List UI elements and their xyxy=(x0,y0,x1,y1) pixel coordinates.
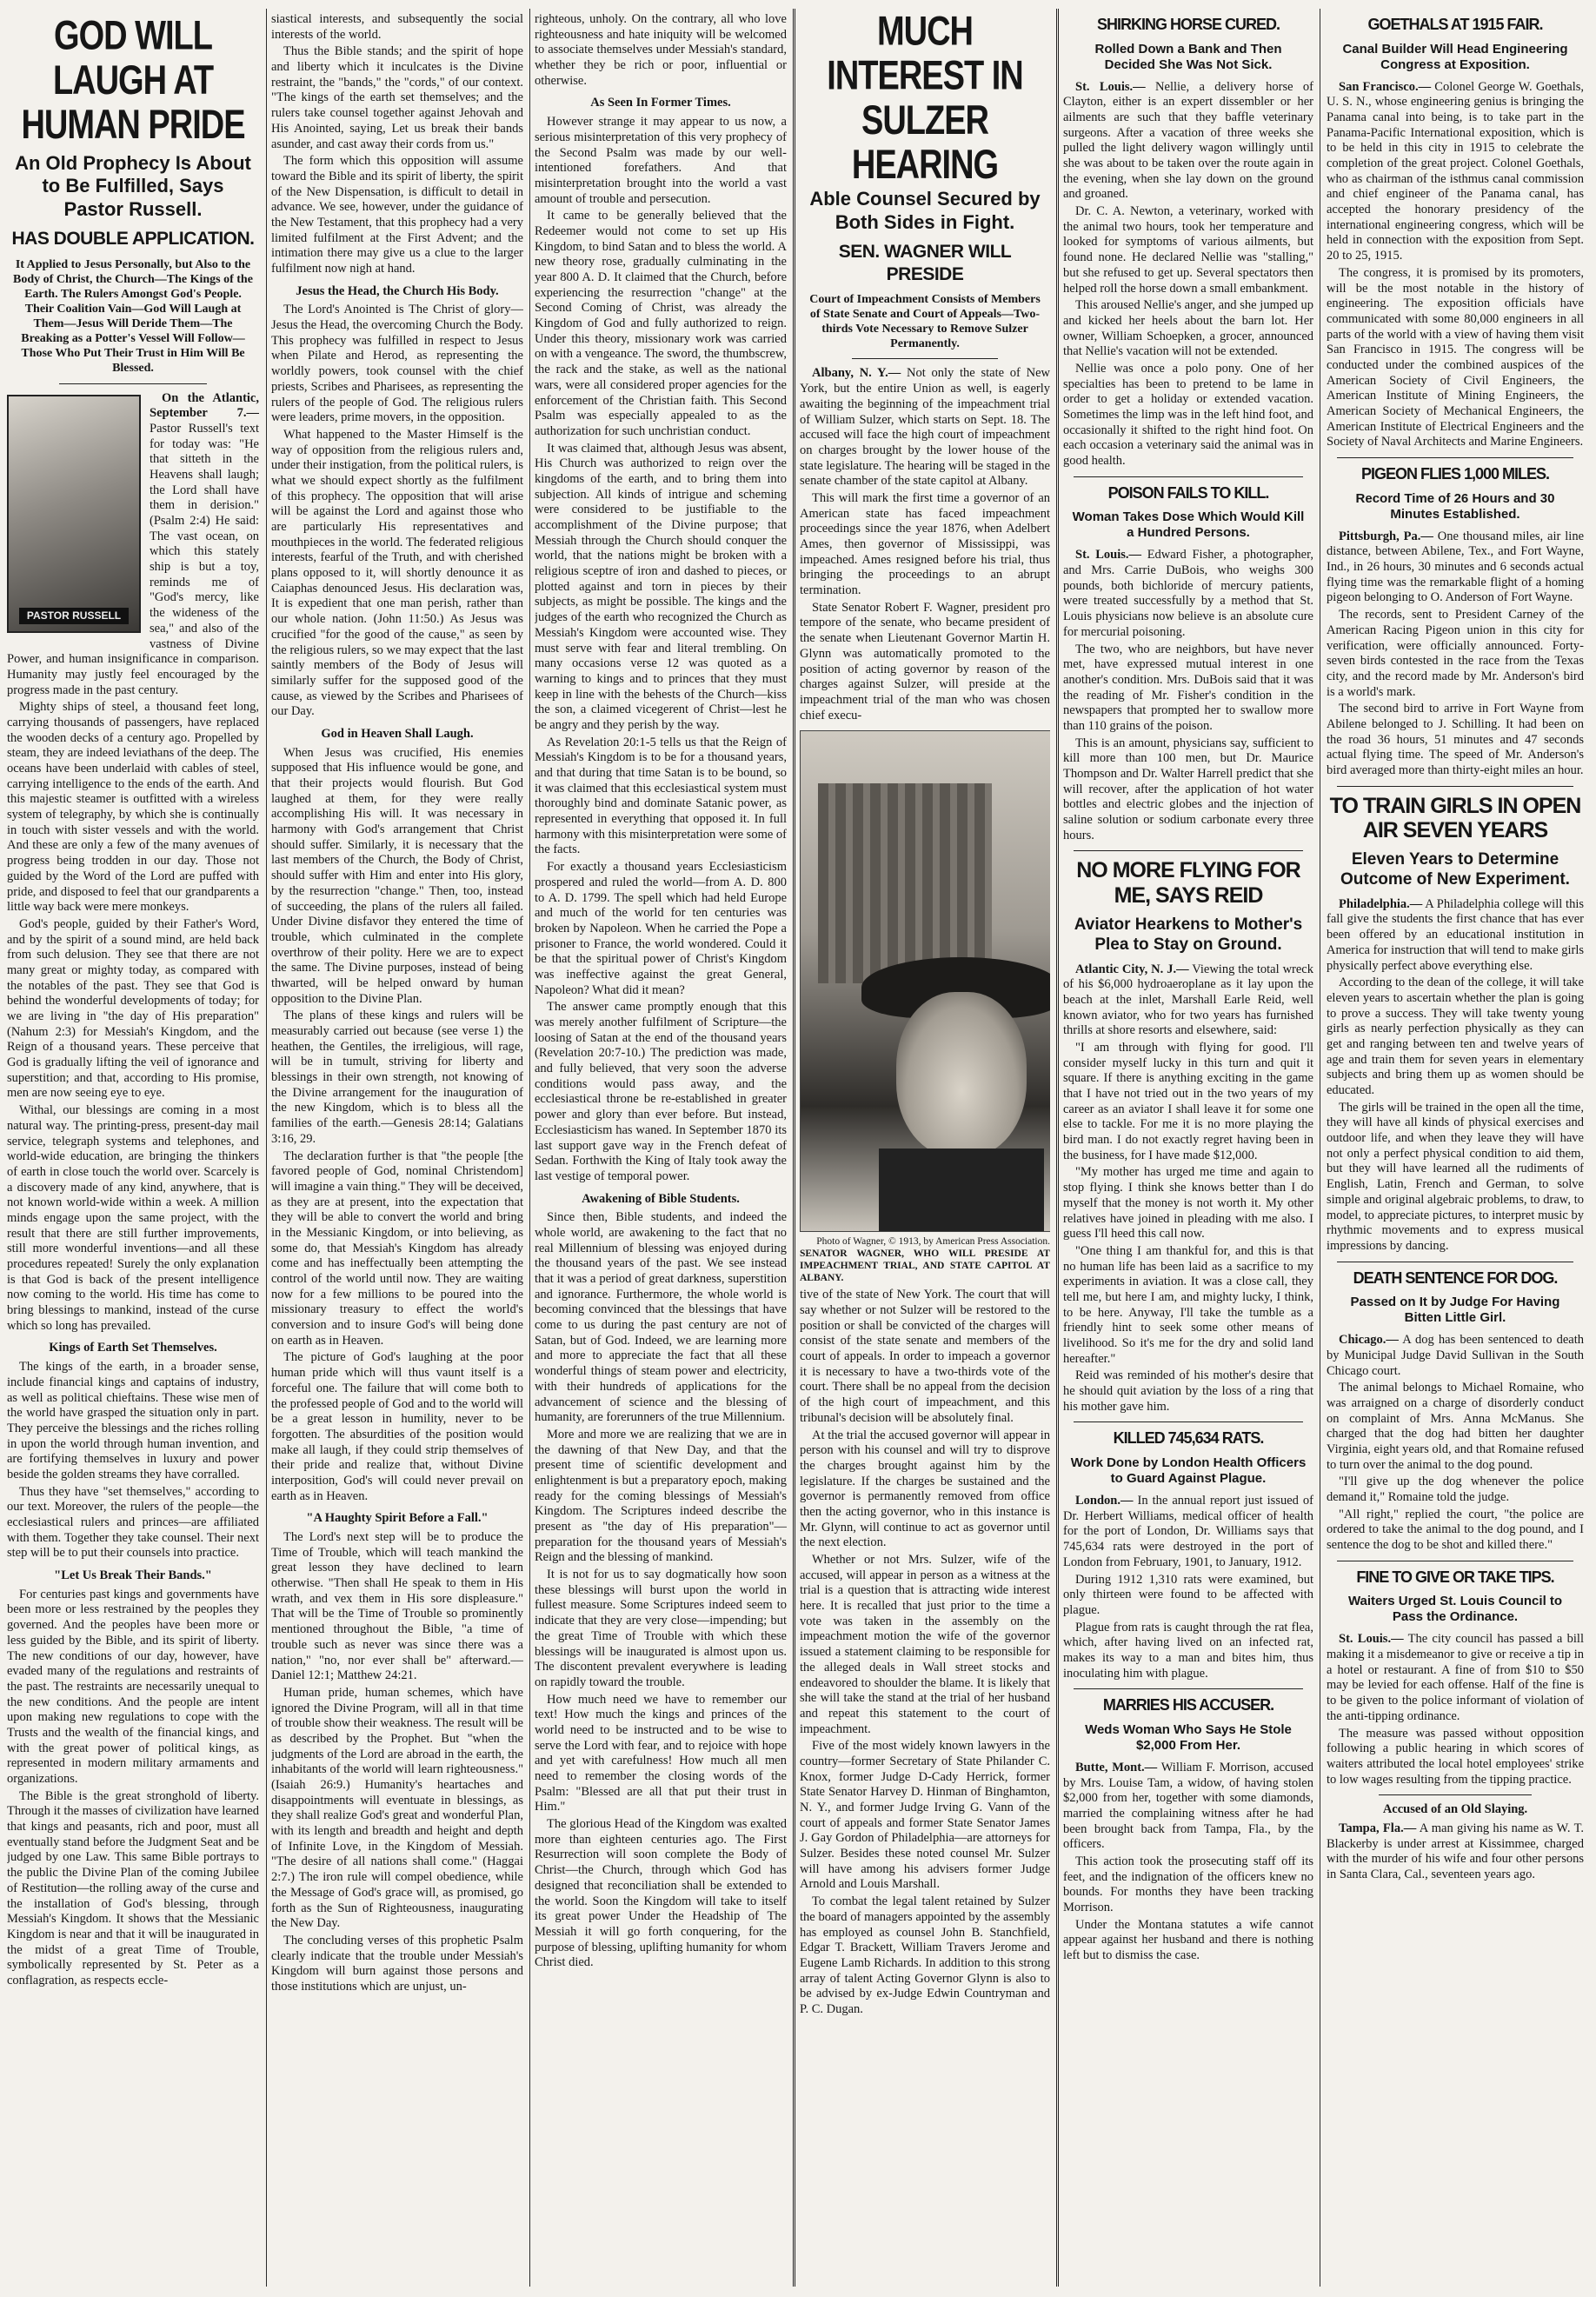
column-rule xyxy=(793,9,795,2287)
paragraph: The plans of these kings and rulers will be measurably carried out because (see verse 1) the heathen, the Gentiles, the irreligious, will rage, will be in tumult, striving for liberty and blessings in their own strength, not knowing of the Divine arrangement for the inauguration of the new Kingdom, which is to bless all the families of the earth.—Genesis 28:14; Galatians 3:16, 29. xyxy=(271,1009,523,1146)
paragraph: For exactly a thousand years Ecclesiasticism prospered and ruled the world—from A. D. 800 to A. D. 1799. The spell which had held Europe and much of the world for ten centuries was broken by Napoleon. When he carried the Pope a prisoner to France, the world wondered. Could it be that the spiritual power of Christ's Kingdom was ineffective against the great General, Napoleon? What did it mean? xyxy=(535,860,787,997)
paragraph: Viewing the total wreck of his $6,000 hydroaeroplane as it lay upon the beach at the inlet, Marshall Earle Reid, well known aviator, who for two years has furnished thrills at shore resorts and elsewhere, said: xyxy=(1063,962,1313,1038)
paragraph: Colonel George W. Goethals, U. S. N., whose engineering genius is bringing the Panama canal into being, is to take part in the Panama-Pacific International exposition, which is to be held in this city in 1915 to celebrate the completion of the great project. Colonel Goethals, who as chairman of the isthmus canal commission and chief engineer of the Panama canal, has accepted the honorary presidency of the international engineering congress, which will be held in connection with the exposition from Sept. 20 to 25, 1915. xyxy=(1327,79,1584,263)
paragraph: It was claimed that, although Jesus was absent, His Church was authorized to reign over the kingdoms of the earth, and to bring them into subjection. All kinds of intrigue and scheming were considered to be justifiable to the accomplishment of the Divine purpose; that Messiah through the Church should conquer the world, that the nations might be broken with a religious sceptre of iron and dashed to pieces, or plotted against and torn in pieces by their subjects, as might be possible. The kings and the judges of the earth who recognized the Church as Messiah's Kingdom were accounted wise. They must serve with fear and literal trembling. On many occasions verse 12 was quoted as a warning to kings and to princes that they must keep in line with the behests of the Church—kiss the son, a claimed vicegerent of Christ—lest he be angry and they perish by the way. xyxy=(535,441,787,732)
paragraph: The concluding verses of this prophetic Psalm clearly indicate that the trouble under Messiah's Kingdom will burn against those persons and those institutions which are unjust, un- xyxy=(271,1933,523,1994)
headline-marries-accuser: MARRIES HIS ACCUSER. xyxy=(1102,1696,1274,1714)
deck: Passed on It by Judge For Having Bitten Little Girl. xyxy=(1350,1295,1560,1326)
dateline: St. Louis.— xyxy=(1075,548,1141,563)
deck: Rolled Down a Bank and Then Decided She Was Not Sick. xyxy=(1094,41,1282,72)
paragraph: The second bird to arrive in Fort Wayne from Abilene belonged to J. Schilling. It had been on the road 36 hours, 51 minutes and 47 seconds actual flying time. The speed of Mr. Anderson's bird averaged more than thirty-eight miles an hour. xyxy=(1327,702,1584,777)
headline-pigeon: PIGEON FLIES 1,000 MILES. xyxy=(1360,465,1550,483)
headline-goethals: GOETHALS AT 1915 FAIR. xyxy=(1367,16,1543,33)
dateline: Pittsburgh, Pa.— xyxy=(1339,529,1433,543)
subhead: SEN. WAGNER WILL PRESIDE xyxy=(838,241,1012,284)
divider xyxy=(1337,786,1573,787)
paragraph: For centuries past kings and governments have been more or less restrained by the peoples they governed. And the peoples have been more or less guided by the Bible, and its spirit of liberty. The new conditions of our day, however, have evaded many of the regulations and restraints of the past. The restraints are necessarily unequal to the new conditions. And the people are intent upon making new regulations to cope with the Trusts and the wealth of the financial kings, and with the great power of political kings, as represented in modern military armaments and organizations. xyxy=(7,1587,259,1786)
column-rule xyxy=(266,9,267,2287)
paragraph: During 1912 1,310 rats were examined, but only thirteen were found to be affected with plague. xyxy=(1063,1572,1313,1617)
paragraph: This aroused Nellie's anger, and she jumped up and kicked her heels about the barn lot. Her owner, William Schoepken, a grocer, announced that Nellie's vacation will not be extended. xyxy=(1063,298,1313,359)
deck: Able Counsel Secured by Both Sides in Fight. xyxy=(809,188,1041,233)
divider xyxy=(59,383,207,384)
paragraph: Reid was reminded of his mother's desire that he should quit aviation by the loss of a ring that his mother gave him. xyxy=(1063,1368,1313,1414)
pastor-russell-portrait xyxy=(7,395,141,633)
paragraph: The glorious Head of the Kingdom was exalted more than eighteen centuries ago. The First Resurrection will soon complete the Body of Christ—the Church, through which God has designed that reconciliation shall be extended to the world. Soon the Kingdom will take to itself its great power Under the Headship of The Messiah it will go forth conquering, for the purpose of blessing, uplifting humanity for whom Christ died. xyxy=(535,1817,787,1970)
summary: It Applied to Jesus Personally, but Also to the Body of Christ, the Church—The Kings of the Earth. The Rulers Amongst God's People. Their Coalition Vain—God Will Laugh at Them—Jesus Will Deride Them—The Breaking as a Potter's Vessel Will Follow—Those Who Put Their Trust in Him Will Be Blessed. xyxy=(13,257,253,376)
column-rule xyxy=(529,9,530,2287)
section-heading: Jesus the Head, the Church His Body. xyxy=(296,283,499,298)
paragraph: As Revelation 20:1-5 tells us that the Reign of Messiah's Kingdom is to be for a thousand years, and that during that time Satan is to be bound, so it was claimed that this ecclesiastical system must thoroughly bind and dominate Satanic power, as represented in everything that opposed it. In full harmony with this misinterpretation were some of the facts. xyxy=(535,735,787,857)
paragraph: The girls will be trained in the open all the time, they will have all kinds of physical exercises and outdoor life, and when they leave they will have not only a perfect physical condition to aid them, but they will have learned all the rudiments of English, Latin, French and German, to solve simple and original algebraic problems, to draw, to model, to appreciate pictures, to interpret music by rhythmic movements and to express musical impressions by dancing. xyxy=(1327,1100,1584,1253)
paragraph: Under the Montana statutes a wife cannot appear against her husband and there is nothing left but to dismiss the case. xyxy=(1063,1917,1313,1963)
section-heading: As Seen In Former Times. xyxy=(590,96,731,110)
paragraph: God's people, guided by their Father's Word, and by the spirit of a sound mind, are held back from such delusion. They see that there are not many great or mighty today, as compared with the notables of the past. They see that God is behind the wonderful developments of today; for we are living in "the day of His preparation" (Nahum 2:3) for Messiah's Kingdom, and the Reign of a thousand years. These perceive that God is gradually lifting the veil of ignorance and superstition; and that, according to His promise, men are now seeing eye to eye. xyxy=(7,916,259,1101)
paragraph: To combat the legal talent retained by Sulzer the board of managers appointed by the assembly has employed as counsel John B. Stanchfield, Edgar T. Brackett, William Travers Jerome and Eugene Lamb Richards. In addition to this strong array of talent Acting Governor Glynn is also to be advised by ex-Judge Edwin Countryman and P. C. Dugan. xyxy=(800,1894,1050,2016)
paragraph: The kings of the earth, in a broader sense, include financial kings and captains of industry, as well as political chieftains. These wise men of the world have grasped the situation only in part. They perceive the blessings and the riches rolling in upon the world through human invention, and are fortifying themselves in luxury and power beside the golden streams they have corralled. xyxy=(7,1360,259,1481)
paragraph: Edward Fisher, a photographer, and Mrs. Carrie DuBois, who weighs 300 pounds, both bichloride of mercury patients, were treated successfully by a method that St. Louis physicians now believe is an absolute cure for mercurial poisoning. xyxy=(1063,548,1313,639)
paragraph: State Senator Robert F. Wagner, president pro tempore of the senate, who became president of the senate when Lieutenant Governor Martin H. Glynn was automatically promoted to the position of acting governor by reason of the charges against Sulzer, will preside at the impeachment trial of the man who was chosen chief execu- xyxy=(800,600,1050,722)
paragraph: Not only the state of New York, but the entire Union as well, is eagerly awaiting the beginning of the impeachment trial of William Sulzer, which starts on Sept. 18. The accused will face the high court of impeachment on charges brought by the lower house of the state legislature. The hearing will be staged in the senate chamber of the state capitol at Albany. xyxy=(800,366,1050,489)
paragraph: At the trial the accused governor will appear in person with his counsel and will try to disprove the charges brought against him by the legislature. If the charges be sustained and the governor is permanently removed from office then the acting governor, who in this instance is Mr. Glynn, will continue to act as governor until the next election. xyxy=(800,1428,1050,1550)
headline-sulzer-hearing: MUCH INTEREST IN SULZER HEARING xyxy=(827,12,1023,189)
dateline: On the Atlantic, September 7.— xyxy=(150,390,259,421)
capitol-building-image xyxy=(818,783,992,983)
paragraph: The answer came promptly enough that this was merely another fulfilment of Scripture—the loosing of Satan at the end of the thousand years (Revelation 20:7-10.) The prediction was made, and fully believed, that very soon the adverse conditions would pass away, and the ecclesiastical throne be re-established in greater power and glory than ever before. But instead, Ecclesiasticism has waned. In September 1870 its last support gave way in the French defeat of Sedan. Forthwith the King of Italy took away the last vestige of temporal power. xyxy=(535,1000,787,1183)
paragraph: It is not for us to say dogmatically how soon these blessings will burst upon the world in fullest measure. Some Scriptures indeed seem to indicate that they are very close—impending; but the great Time of Trouble with which these blessings will be inaugurated is almost upon us. The discontent prevalent everywhere is leading on rapidly toward the trouble. xyxy=(535,1568,787,1689)
divider xyxy=(1379,1794,1532,1795)
dateline: Butte, Mont.— xyxy=(1075,1760,1158,1774)
dateline: St. Louis.— xyxy=(1339,1632,1404,1647)
paragraph: The animal belongs to Michael Romaine, who was arraigned on a charge of disorderly conduct on complaint of Mrs. Anna McManus. She charged that the dog had bitten her daughter Virginia, eight years old, and that Romaine refused to turn over the animal to the dog pound. xyxy=(1327,1381,1584,1472)
column-3 xyxy=(535,12,787,2281)
divider xyxy=(1337,457,1573,458)
paragraph: The form which this opposition will assume toward the Bible and its spirit of liberty, the spirit of the New Dispensation, is difficult to detail in advance. We see, however, under the guidance of the New Testament, that this prophecy had a very limited fulfilment at the First Advent; and the intimation there may give us a clue to the larger fulfilment now nigh at hand. xyxy=(271,154,523,276)
paragraph: What happened to the Master Himself is the way of opposition from the religious rulers and, under their instigation, from the political rulers, is what we should expect shortly as the fulfilment of this prophecy. The opposition that will arise will be against the Lord and against those who are particularly His representatives and mouthpieces in the world. The federated religious interests, fearful of the Truth, and with cherished plans opposed to it, will shortly denounce it as Caiaphas denounced Jesus. His declaration was, It is expedient that one man perish, rather than our whole nation. (John 11:50.) As Jesus was crucified "for the good of the cause," as seen by the religious rulers, so we may expect that the last saintly members of the Body of Jesus will similarly suffer for the supposed good of the cause, as viewed by the Scribes and Pharisees of our Day. xyxy=(271,427,523,719)
paragraph: The Bible is the great stronghold of liberty. Through it the masses of civilization have learned that kings and peasants, rich and poor, must all eventually stand before the Judgment Seat and be judged by one Law. This same Bible portrays to the public the Divine Plan of the coming Jubilee of Restitution—the rolling away of the curse and the installation of God's blessing, through Messiah's Kingdom. It shows that the Messianic Kingdom is near and that it will be inaugurated in the midst of a great Time of Trouble, symbolically represented by St. Peter as a conflagration, as respects eccle- xyxy=(7,1788,259,1987)
column-4 xyxy=(800,12,1050,2281)
dateline: Chicago.— xyxy=(1339,1333,1399,1348)
section-heading: Accused of an Old Slaying. xyxy=(1382,1802,1528,1817)
paragraph: Pastor Russell's text for today was: "He that sitteth in the Heavens shall laugh; the Lord shall have them in derision." (Psalm 2:4) He said: The vast ocean, on which this stately ship is but a toy, reminds me of "God's mercy, like the wideness of the sea," and also of the vastness of Divine Power, and human insignificance in comparison. Humanity may justly feel encouraged by the progress made in the past century. xyxy=(7,421,259,697)
deck: Woman Takes Dose Which Would Kill a Hundred Persons. xyxy=(1072,509,1305,541)
paragraph: "One thing I am thankful for, and this is that no human life has been laid as a sacrifice to my experiments in aviation. It was a close call, they tell me, but here I am, and mighty lucky, I think, to be here. Anyway, I'll take the tumble as a friendly hint to seek some other means of livelihood. So it's me for the dry and solid land hereafter." xyxy=(1063,1243,1313,1366)
paragraph: Since then, Bible students, and indeed the whole world, are awakening to the fact that no real Millennium of blessing was enjoyed during the thousand years of the past. We see instead that it was a period of great darkness, superstition and ignorance. Furthermore, the whole world is becoming convinced that the blessings that have come to us during the past century are not of Satan, but of God. Indeed, we are learning more and more to appreciate the fact that all these wonderful things of steam power and electricity, with their hundreds of applications for the advancement of science and the blessing of humanity, are forerunners of the true Millennium. xyxy=(535,1210,787,1425)
paragraph: It came to be generally believed that the Redeemer would not come to set up His Kingdom, to bind Satan and to bless the world. A new theory rose, gradually culminating in the year 800 A. D. It claimed that the Church, before experiencing the resurrection "change" at the Second Coming of Christ, was already the Kingdom of God and fully authorized to reign. Under this theory, missionary work was carried on with a vengeance. The sword, the thumbscrew, the rack and the stake, as well as the national wars, were all considered proper agencies for the enforcement of the Christian faith. This Second Psalm was especially appealed to as the authorization for such unchristian conduct. xyxy=(535,209,787,438)
paragraph: "I am through with flying for good. I'll consider myself lucky in this turn and quit it square. If there is anything exciting in the game that I have not tried out in the two years of my career as an aviator I shall leave it for some one else to tackle. For me it is no more playing the bird man. I do not exactly regret having been in the business, for I have made $12,000. xyxy=(1063,1040,1313,1162)
paragraph: The congress, it is promised by its promoters, will be the most notable in the history of engineering. The exposition officials have communicated with some 80,000 engineers in all parts of the world with a view of having them visit San Francisco in 1915. The congress will be conducted under the combined auspices of the American Society of Civil Engineers, the American Institute of Mining Engineers, the American Society of Mechanical Engineers, the American Institute of Electrical Engineers and the Society of Naval Architects and Marine Engineers. xyxy=(1327,265,1584,449)
dateline: St. Louis.— xyxy=(1075,79,1146,94)
deck: Work Done by London Health Officers to Guard Against Plague. xyxy=(1070,1455,1307,1487)
headline-poison: POISON FAILS TO KILL. xyxy=(1107,483,1269,502)
deck: Canal Builder Will Head Engineering Congress at Exposition. xyxy=(1342,41,1568,72)
paragraph: William F. Morrison, accused by Mrs. Louise Tam, a widow, of having stolen $2,000 from her, together with some diamonds, married the complaining witness after he had been brought back from Tampa, Fla., by the officers. xyxy=(1063,1760,1313,1852)
deck: Waiters Urged St. Louis Council to Pass the Ordinance. xyxy=(1347,1594,1563,1625)
paragraph: When Jesus was crucified, His enemies supposed that His influence would be gone, and that their projects would flourish. But God laughed at them, for they were really accomplishing His will. It was necessary in harmony with God's arrangement that Christ should suffer. Similarly, it is necessary that the last members of the Church, the Body of Christ, should suffer with Him and enter into His glory, by the resurrection "change." Then, too, instead of succeeding, the plans of the rulers all failed. Under Divine disfavor they entered the time of trouble, which culminated in the complete overthrow of their polity. Here we are to expect the same. The Divine purposes, instead of being thwarted, will be helped onward by human opposition to the Divine Plan. xyxy=(271,745,523,1006)
section-heading: "Let Us Break Their Bands." xyxy=(54,1568,212,1583)
divider xyxy=(1074,1688,1303,1689)
section-heading: "A Haughty Spirit Before a Fall." xyxy=(306,1511,489,1526)
wagner-portrait-image xyxy=(896,992,1027,1157)
paragraph: The declaration further is that "the people [the favored people of God, nominal Christendom] will imagine a vain thing." They will be deceived, as they are at present, into the expectation that they will be able to convert the world and bring in the Messianic Kingdom, or into believing, as some do, that Messiah's Kingdom has already come and has ineffectually been attempting the control of the world until now. They are waiting now for a few millions to be poured into the missionary treasury to effect the world's conversion and to insure God's will being done on earth as in Heaven. xyxy=(271,1148,523,1348)
photo-credit: Photo of Wagner, © 1913, by American Press Association. xyxy=(816,1236,1050,1248)
wagner-capitol-photo xyxy=(800,730,1050,1232)
paragraph: The picture of God's laughing at the poor human pride which will thus vaunt itself is a forceful one. The failure that will come both to the professed people of God and to the world will be a great lesson in humility, never to be forgotten. The absurdities of the position would make all laugh, if they could strip themselves of their pride and realize that, without Divine interposition, God's will could never prevail on earth as in Heaven. xyxy=(271,1350,523,1503)
section-heading: Awakening of Bible Students. xyxy=(582,1191,740,1206)
paragraph: Nellie was once a polo pony. One of her specialties has been to pretend to be lame in order to get a holiday or extended vacation. Sometimes the limp was in the left hind foot, and occasionally it shifted to the right hind foot. On each occasion a veterinary said the animal was in good health. xyxy=(1063,361,1313,469)
deck: Aviator Hearkens to Mother's Plea to Stay on Ground. xyxy=(1074,915,1303,954)
paragraph: How much need we have to remember our text! How much the kings and princes of the world need to be instructed and to be wise to serve the Lord with fear, and to rejoice with hope and yet with carefulness! How much all men need to remember the closing words of the Psalm: "Blessed are all that put their trust in Him." xyxy=(535,1692,787,1814)
dateline: London.— xyxy=(1075,1494,1134,1508)
summary: Court of Impeachment Consists of Members of State Senate and Court of Appeals—Two-thirds Vote Necessary to Remove Sulzer Permanently. xyxy=(809,293,1041,351)
paragraph: A dog has been sentenced to death by Municipal Judge David Sullivan in the South Chicago court. xyxy=(1327,1333,1584,1378)
paragraph: According to the dean of the college, it will take eleven years to ascertain whether the plan is going to prove a success. They will take twenty young girls as nearly perfection physically as they can get and ranging between ten and twelve years of age and train them for seven years in elementary subjects and bring them up as women should be educated. xyxy=(1327,975,1584,1098)
paragraph: Five of the most widely known lawyers in the country—former Secretary of State Philander C. Knox, former Judge D-Cady Herrick, former State Senator Harvey D. Hinman of Binghamton, N. Y., and former Judge Irving G. Vann of the court of appeals and former State Senator James J. Gay Gordon of Philadelphia—are attorneys for Sulzer. Besides these noted counsel Mr. Sulzer will have among his advisers former Judge Arnold and Louis Marshall. xyxy=(800,1739,1050,1892)
divider xyxy=(1074,850,1303,851)
paragraph: More and more we are realizing that we are in the dawning of that New Day, and that the present time of scientific development and enlightenment is but a preparatory epoch, making ready for the coming blessings of Messiah's Kingdom. The Scriptures indeed describe the present as "the day of His preparation"—preparation for the thousand years of Messiah's Reign and the blessing of mankind. xyxy=(535,1427,787,1565)
dateline: San Francisco.— xyxy=(1339,79,1432,94)
paragraph: This will mark the first time a governor of an American state has faced impeachment proceedings since the year 1876, when Adelbert Ames, then governor of Mississippi, was impeached. Ames resigned before his trial, thus bringing the proceedings to an abrupt termination. xyxy=(800,490,1050,598)
coat-image xyxy=(879,1148,1044,1231)
headline-death-sentence-dog: DEATH SENTENCE FOR DOG. xyxy=(1353,1268,1558,1287)
headline-shirking-horse: SHIRKING HORSE CURED. xyxy=(1096,16,1280,33)
paragraph: This action took the prosecuting staff off its feet, and the indignation of the officers knew no bounds. For months they have been tracking Morrison. xyxy=(1063,1854,1313,1915)
paragraph: Dr. C. A. Newton, a veterinary, worked with the animal two hours, took her temperature and looked for symptoms of various ailments, but found none. He declared Nellie was "stalling," but she refused to get up. Several spectators then helped roll the horse down a small embankment. xyxy=(1063,204,1313,296)
dateline: Albany, N. Y.— xyxy=(812,366,901,381)
portrait-caption: PASTOR RUSSELL xyxy=(19,608,129,624)
subhead: HAS DOUBLE APPLICATION. xyxy=(11,229,255,250)
paragraph: "My mother has urged me time and again to stop flying. I think she knows better than I do myself that the money is not worth it. My other relatives have joined in pleading with me also. I guess I'll heed this call now. xyxy=(1063,1165,1313,1242)
paragraph: "I'll give up the dog whenever the police demand it," Romaine told the judge. xyxy=(1327,1475,1584,1505)
paragraph: Mighty ships of steel, a thousand feet long, carrying thousands of passengers, have replaced the wooden decks of a century ago. Propelled by steam, they are indeed leviathans of the deep. The oceans have been underlaid with cables of steel, carrying intelligence to the ends of the earth. And this majestic steamer is outfitted with a wireless system of telegraphy, by which she is continually in touch with sister vessels and with the world. And these are only a few of the many avenues of progress being trodden in our day. Those not guided by the Word of the Lord are puffed with pride, and disposed to feel that our grandparents a little way back were mere monkeys. xyxy=(7,700,259,915)
paragraph: The two, who are neighbors, but have never met, have expressed mutual interest in one another's condition. Mrs. DuBois said that it was the reading of Mr. Fisher's condition in the newspapers that prompted her to swallow more than 110 grains of the poison. xyxy=(1063,642,1313,733)
column-1 xyxy=(7,12,259,2281)
paragraph: The city council has passed a bill making it a misdemeanor to give or receive a tip in a hotel or restaurant. A fine of from $10 to $50 may be levied for each offense. Half of the fine is to be given to the police informant of violation of the anti-tipping ordinance. xyxy=(1327,1632,1584,1723)
dateline: Philadelphia.— xyxy=(1339,896,1423,911)
headline-train-girls: TO TRAIN GIRLS IN OPEN AIR SEVEN YEARS xyxy=(1329,793,1581,843)
column-2 xyxy=(271,12,523,2281)
paragraph: A man giving his name as W. T. Blackerby is under arrest at Kissimmee, charged with the murder of his wife and four other persons in Santa Clara, Cal., seventeen years ago. xyxy=(1327,1821,1584,1882)
divider xyxy=(1074,476,1303,477)
paragraph: Nellie, a delivery horse of Clayton, either is an expert dissembler or her ailments are such that they baffle veterinary surgeons. After a vacation of three weeks she pulled the light delivery wagon willingly until she was about to be taken over the route again in the evening, when she lay down on the ground and groaned. xyxy=(1063,79,1313,202)
paragraph: siastical interests, and subsequently the social interests of the world. xyxy=(271,12,523,42)
deck: Record Time of 26 Hours and 30 Minutes Established. xyxy=(1355,490,1555,522)
dateline: Atlantic City, N. J.— xyxy=(1075,962,1189,976)
section-heading: God in Heaven Shall Laugh. xyxy=(321,726,474,741)
paragraph: tive of the state of New York. The court that will say whether or not Sulzer will be restored to the position or shall be convicted of the charges will consist of the state senate and members of the court of appeals. In order to impeach a governor it is necessary to have a two-thirds vote of the court. There shall be no appeal from the decision of the high court of impeachment, and this tribunal's decision will be absolutely final. xyxy=(800,1288,1050,1425)
paragraph: Withal, our blessings are coming in a most natural way. The printing-press, present-day mail service, telegraph systems and telephones, and world-wide education, are bringing the thinkers of earth in close touch the world over. Scarcely is a discovery made of any kind, anywhere, that is not known world-wide within a week. A million minds engage upon the same project, with the result that there are still further improvements, still more wonderful inventions—and all these procedures repeated! Surely the only explanation is that God is back of the present intelligence now coming to the world. His time has come to bring blessings to mankind, instead of the curse which so long has prevailed. xyxy=(7,1103,259,1333)
paragraph: A Philadelphia college will this fall give the students the first chance that has ever been offered by an educational institution in America for instruction that will tend to make girls physically perfect above everything else. xyxy=(1327,896,1584,973)
paragraph: In the annual report just issued of Dr. Herbert Williams, medical officer of health for the port of London, Dr. Williams says that 745,634 rats were destroyed in the port of London from February, 1901, to January, 1912. xyxy=(1063,1494,1313,1569)
photo-caption: SENATOR WAGNER, WHO WILL PRESIDE AT IMPEACHMENT TRIAL, AND STATE CAPITOL AT ALBANY. xyxy=(800,1248,1050,1284)
headline-god-will-laugh: GOD WILL LAUGH AT HUMAN PRIDE xyxy=(21,13,245,149)
paragraph: The Lord's Anointed is The Christ of glory—Jesus the Head, the overcoming Church the Body. This prophecy was fulfilled in respect to Jesus when Pilate and Herod, as representing the worldly powers, took counsel with the chief priests, Scribes and Pharisees, as representing the rulers of the people of God. The religious rulers were leaders, prime movers, in the opposition. xyxy=(271,303,523,425)
paragraph: The Lord's next step will be to produce the Time of Trouble, which will teach mankind the great lesson they have declined to learn otherwise. "Then shall He speak to them in His wrath, and vex them in His sore displeasure." That will be the Time of Trouble so prominently mentioned throughout the Bible, "a time of trouble such as never was since there was a nation," "no, nor ever shall be" afterward.—Daniel 12:1; Matthew 24:21. xyxy=(271,1530,523,1683)
deck: Eleven Years to Determine Outcome of New Experiment. xyxy=(1340,850,1570,889)
divider xyxy=(852,358,998,359)
paragraph: "All right," replied the court, "the police are ordered to take the animal to the dog pound, and I sentence the dog to be shot and killed there." xyxy=(1327,1507,1584,1553)
column-5 xyxy=(1063,12,1313,2281)
dateline: Tampa, Fla.— xyxy=(1339,1821,1417,1835)
headline-rats: KILLED 745,634 RATS. xyxy=(1113,1429,1264,1448)
paragraph: Human pride, human schemes, which have ignored the Divine Program, will all in that time of trouble show their weakness. The result will be as described by the Prophet. But "when the judgments of the Lord are abroad in the earth, the inhabitants of the world will learn righteousness." (Isaiah 26:9.) Humanity's heartaches and disappointments will eventuate in blessings, as they shall realize God's great and wonderful Plan, with its length and breadth and height and depth of Infinite Love, in the Kingdom of Messiah. "The desire of all nations shall come." (Haggai 2:7.) The iron rule will compel obedience, while the Message of God's grace will, as promised, go forth as the Sun of Righteousness, inaugurating the New Day. xyxy=(271,1685,523,1931)
paragraph: Plague from rats is caught through the rat flea, which, after having lived on an infected rat, makes its way to a man and bites him, thus inoculating him with plague. xyxy=(1063,1620,1313,1681)
paragraph: The measure was passed without opposition following a public hearing in which scores of waiters attributed the local hotel employees' strike to low wages resulting from the tipping practice. xyxy=(1327,1726,1584,1787)
paragraph: However strange it may appear to us now, a serious misinterpretation of this very prophecy of the Second Psalm was made by our well-intentioned forefathers. And that misinterpretation brought into the world a vast amount of trouble and persecution. xyxy=(535,115,787,206)
paragraph: This is an amount, physicians say, sufficient to kill more than 100 men, but Dr. Maurice Thompson and Dr. Walter Harrell predict that she will recover, after the application of hot water bottles and electric globes and the injection of saline solution or sodium carbonate every three hours. xyxy=(1063,736,1313,842)
paragraph: righteous, unholy. On the contrary, all who love righteousness and hate iniquity will be welcomed to associate themselves under Messiah's standard, whether they be rich or poor, influential or otherwise. xyxy=(535,12,787,88)
section-heading: Kings of Earth Set Themselves. xyxy=(49,1341,217,1355)
paragraph: The records, sent to President Carney of the American Racing Pigeon union in this city for verification, were officially announced. Forty-seven birds contested in the race from the Texas city, and the record made by Mr. Anderson's bird is a world's mark. xyxy=(1327,608,1584,699)
paragraph: One thousand miles, air line distance, between Abilene, Tex., and Fort Wayne, Ind., in 26 hours, 30 minutes and 6 seconds actual flying time was the remarkable flight of a homing pigeon belonging to O. Anderson of Fort Wayne. xyxy=(1327,529,1584,605)
headline-no-more-flying: NO MORE FLYING FOR ME, SAYS REID xyxy=(1076,858,1300,909)
column-6 xyxy=(1327,12,1584,2281)
paragraph: Thus they have "set themselves," according to our text. Moreover, the rulers of the people—the ecclesiastical rulers and princes—are affiliated with them. Together they take counsel. Their next step will be to put their counsels into practice. xyxy=(7,1484,259,1561)
paragraph: Whether or not Mrs. Sulzer, wife of the accused, will appear in person as a witness at the trial is a question that is attracting wide interest here. It is recalled that just prior to the time a vote was taken in the assembly on the impeachment motion the wife of the governor issued a statement claiming to be responsible for the alleged deals in Wall street stocks and endeavored to shoulder the blame. It is likely that she will take the stand at the trial of her husband and repeat this statement to the court of impeachment. xyxy=(800,1553,1050,1736)
headline-tips: FINE TO GIVE OR TAKE TIPS. xyxy=(1356,1568,1554,1586)
column-rule xyxy=(1056,9,1059,2287)
deck: Weds Woman Who Says He Stole $2,000 From Her. xyxy=(1085,1721,1292,1753)
divider xyxy=(1074,1421,1303,1422)
deck: An Old Prophecy Is About to Be Fulfilled, Says Pastor Russell. xyxy=(15,152,251,220)
paragraph: Thus the Bible stands; and the spirit of hope and liberty which it inculcates is the Divine restraint, the "bands," the "cords," of our context. "The kings of the earth set themselves; and the rulers take counsel together against Jehovah and His Anointed, saying, Let us break their bands asunder, and cast away their cords from us." xyxy=(271,44,523,151)
